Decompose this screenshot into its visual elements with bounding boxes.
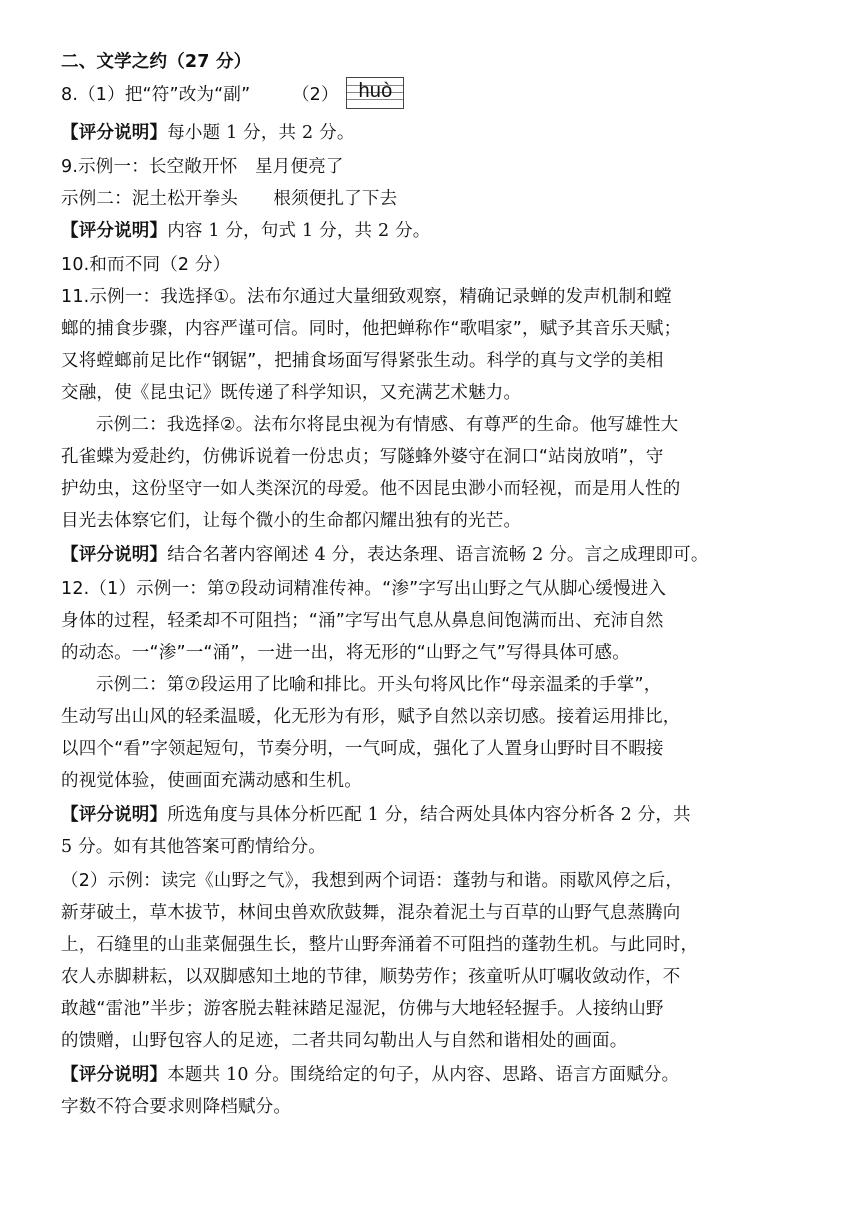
q11-line: 示例二：我选择②。法布尔将昆虫视为有情感、有尊严的生命。他写雄性大 <box>96 415 679 435</box>
q12-1-line: 生动写出山风的轻柔温暖，化无形为有形，赋予自然以亲切感。接着运用排比， <box>61 707 681 727</box>
q12-2-line: （2）示例：读完《山野之气》，我想到两个词语：蓬勃与和谐。雨歇风停之后， <box>61 871 684 891</box>
q9-example1: 9.示例一：长空敞开怀 星月便亮了 <box>61 157 344 177</box>
q11-line: 又将螳螂前足比作“钢锯”，把捕食场面写得紧张生动。科学的真与文学的美相 <box>61 351 664 371</box>
q12-2-scoring-note <box>61 1061 831 1089</box>
q12-1-line: 以四个“看”字领起短句，节奏分明，一气呵成，强化了人置身山野时目不暇接 <box>61 739 664 759</box>
q12-1-line: 的视觉体验，使画面充满动感和生机。 <box>61 771 362 791</box>
q11-line: 目光去体察它们，让每个微小的生命都闪耀出独有的光芒。 <box>61 511 522 531</box>
scoring-tag: 【评分说明】 <box>61 1065 168 1085</box>
q12-1-line: 的动态。一“渗”一“涌”，一进一出，将无形的“山野之气”写得具体可感。 <box>61 643 630 663</box>
q8-part1: 8.（1）把“符”改为“副” <box>61 85 251 105</box>
q12-2-line: 敢越“雷池”半步；游客脱去鞋袜踏足湿泥，仿佛与大地轻轻握手。人接纳山野 <box>61 999 664 1019</box>
q11-line: 交融，使《昆虫记》既传递了科学知识，又充满艺术魅力。 <box>61 383 522 403</box>
q8-scoring-note <box>61 119 831 147</box>
q9-example2: 示例二：泥土松开拳头 根须便扎了下去 <box>61 189 398 209</box>
scoring-tag: 【评分说明】 <box>61 221 168 241</box>
q11-line: 螂的捕食步骤，内容严谨可信。同时，他把蝉称作“歌唱家”，赋予其音乐天赋； <box>61 319 682 339</box>
scoring-text: 每小题 1 分，共 2 分。 <box>167 123 355 143</box>
scoring-tag: 【评分说明】 <box>61 805 168 825</box>
pinyin-writing-box <box>346 77 404 109</box>
q12-1-scoring-note <box>61 801 831 829</box>
scoring-text: 本题共 10 分。围绕给定的句子，从内容、思路、语言方面赋分。 <box>167 1065 680 1085</box>
q11-line: 护幼虫，这份坚守一如人类深沉的母爱。他不因昆虫渺小而轻视，而是用人性的 <box>61 479 681 499</box>
q12-2-line: 上，石缝里的山韭菜倔强生长，整片山野奔涌着不可阻挡的蓬勃生机。与此同时， <box>61 935 699 955</box>
q8-answer <box>61 79 831 111</box>
q11-line: 孔雀蝶为爱赴约，仿佛诉说着一份忠贞；写隧蜂外婆守在洞口“站岗放哨”，守 <box>61 447 664 467</box>
scoring-tag: 【评分说明】 <box>61 123 168 143</box>
q12-2-line: 新芽破土，草木拔节，林间虫兽欢欣鼓舞，混杂着泥土与百草的山野气息蒸腾向 <box>61 903 681 923</box>
scoring-text: 内容 1 分，句式 1 分，共 2 分。 <box>167 221 431 241</box>
q12-1-scoring-note-cont: 5 分。如有其他答案可酌情给分。 <box>61 837 326 857</box>
q12-1-line: 身体的过程，轻柔却不可阻挡；“涌”字写出气息从鼻息间饱满而出、充沛自然 <box>61 611 664 631</box>
scoring-text: 结合名著内容阐述 4 分，表达条理、语言流畅 2 分。言之成理即可。 <box>167 545 709 565</box>
q12-1-line: 示例二：第⑦段运用了比喻和排比。开头句将风比作“母亲温柔的手掌”， <box>96 675 662 695</box>
q12-1-line: 12.（1）示例一：第⑦段动词精准传神。“渗”字写出山野之气从脚心缓慢进入 <box>61 579 667 599</box>
q8-part2-label: （2） <box>291 85 339 105</box>
q11-line: 11.示例一：我选择①。法布尔通过大量细致观察，精确记录蝉的发声机制和螳 <box>61 287 672 307</box>
q10-answer: 10.和而不同（2 分） <box>61 255 231 275</box>
q12-2-line: 的馈赠，山野包容人的足迹，二者共同勾勒出人与自然和谐相处的画面。 <box>61 1031 628 1051</box>
q12-2-line: 农人赤脚耕耘，以双脚感知土地的节律，顺势劳作；孩童听从叮嘱收敛动作，不 <box>61 967 681 987</box>
q12-2-scoring-note-cont: 字数不符合要求则降档赋分。 <box>61 1097 292 1117</box>
q9-scoring-note <box>61 217 831 245</box>
section-title: 二、文学之约（27 分） <box>61 52 252 72</box>
scoring-tag: 【评分说明】 <box>61 545 168 565</box>
scoring-text: 所选角度与具体分析匹配 1 分，结合两处具体内容分析各 2 分，共 <box>167 805 691 825</box>
q11-scoring-note <box>61 541 831 569</box>
pinyin-text: huò <box>358 80 393 102</box>
